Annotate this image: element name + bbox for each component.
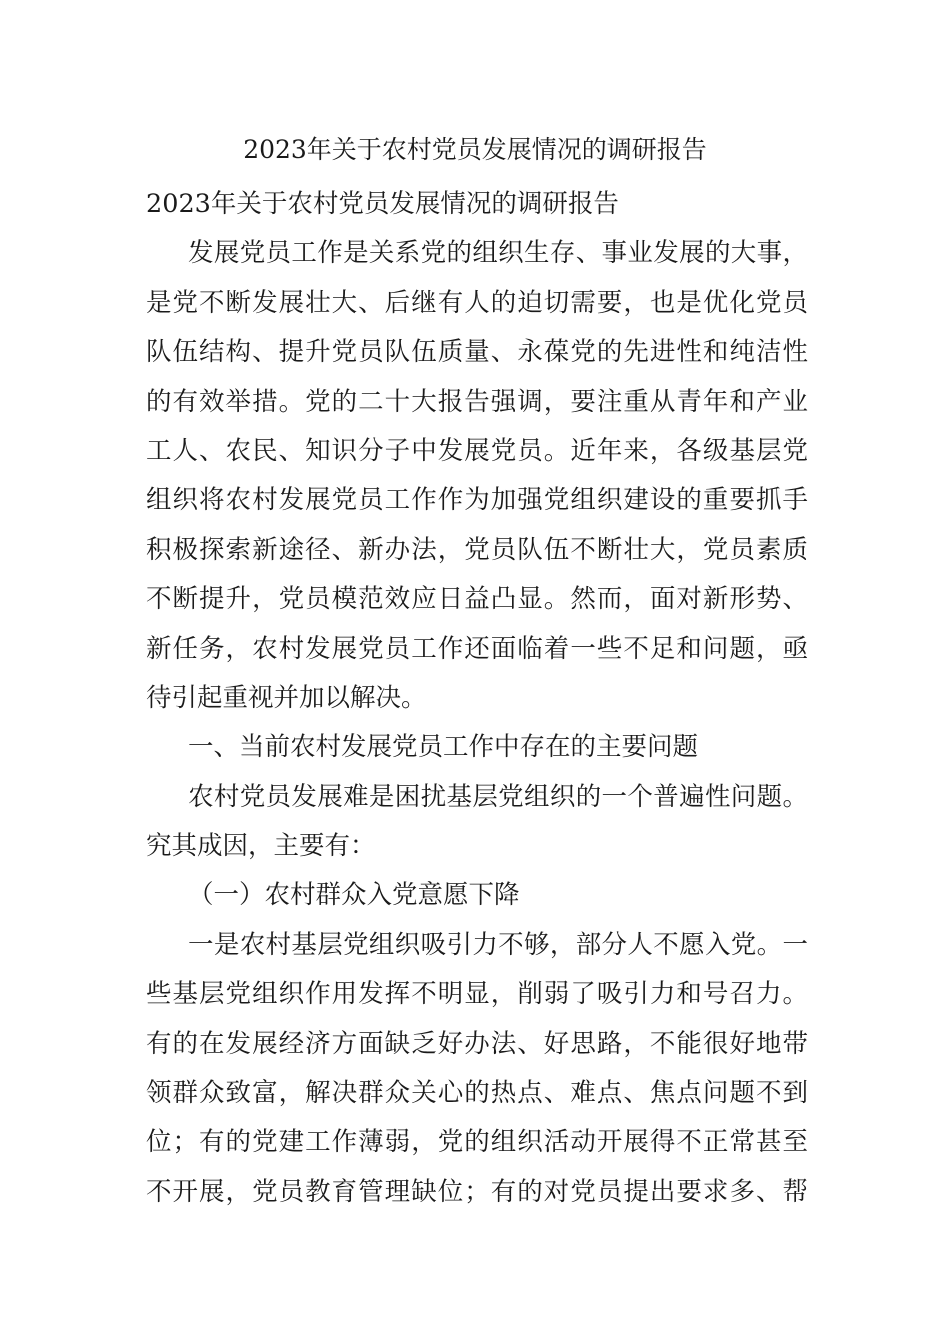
paragraph-line: 一是农村基层党组织吸引力不够，部分人不愿入党。一 (188, 929, 808, 960)
paragraph-line: 领群众致富，解决群众关心的热点、难点、焦点问题不到 (146, 1078, 808, 1109)
paragraph-line: 积极探索新途径、新办法，党员队伍不断壮大，党员素质 (146, 534, 808, 565)
paragraph-line: 位；有的党建工作薄弱，党的组织活动开展得不正常甚至 (146, 1127, 808, 1158)
document-body (146, 180, 808, 1217)
paragraph-line: 工人、农民、知识分子中发展党员。近年来，各级基层党 (146, 435, 808, 466)
paragraph-line: 队伍结构、提升党员队伍质量、永葆党的先进性和纯洁性 (146, 337, 808, 368)
paragraph-line: 发展党员工作是关系党的组织生存、事业发展的大事， (188, 238, 808, 269)
paragraph-line: 不开展，党员教育管理缺位；有的对党员提出要求多、帮 (146, 1176, 808, 1207)
paragraph-line: （一）农村群众入党意愿下降 (188, 880, 520, 911)
paragraph-line: 究其成因，主要有： (146, 831, 376, 862)
paragraph-line: 2023年关于农村党员发展情况的调研报告 (146, 189, 619, 219)
paragraph-line: 新任务，农村发展党员工作还面临着一些不足和问题，亟 (146, 633, 808, 664)
document-title: 2023年关于农村党员发展情况的调研报告 (243, 135, 707, 164)
paragraph-line: 不断提升，党员模范效应日益凸显。然而，面对新形势、 (146, 584, 808, 615)
paragraph-line: 有的在发展经济方面缺乏好办法、好思路，不能很好地带 (146, 1028, 808, 1059)
paragraph-line: 的有效举措。党的二十大报告强调，要注重从青年和产业 (146, 386, 808, 417)
paragraph-line: 些基层党组织作用发挥不明显，削弱了吸引力和号召力。 (146, 979, 808, 1010)
paragraph-line: 一、当前农村发展党员工作中存在的主要问题 (188, 732, 699, 763)
paragraph-line: 组织将农村发展党员工作作为加强党组织建设的重要抓手 (146, 485, 808, 516)
paragraph-line: 农村党员发展难是困扰基层党组织的一个普遍性问题。 (188, 781, 808, 812)
paragraph-line: 是党不断发展壮大、后继有人的迫切需要，也是优化党员 (146, 287, 808, 318)
paragraph-line: 待引起重视并加以解决。 (146, 682, 427, 713)
